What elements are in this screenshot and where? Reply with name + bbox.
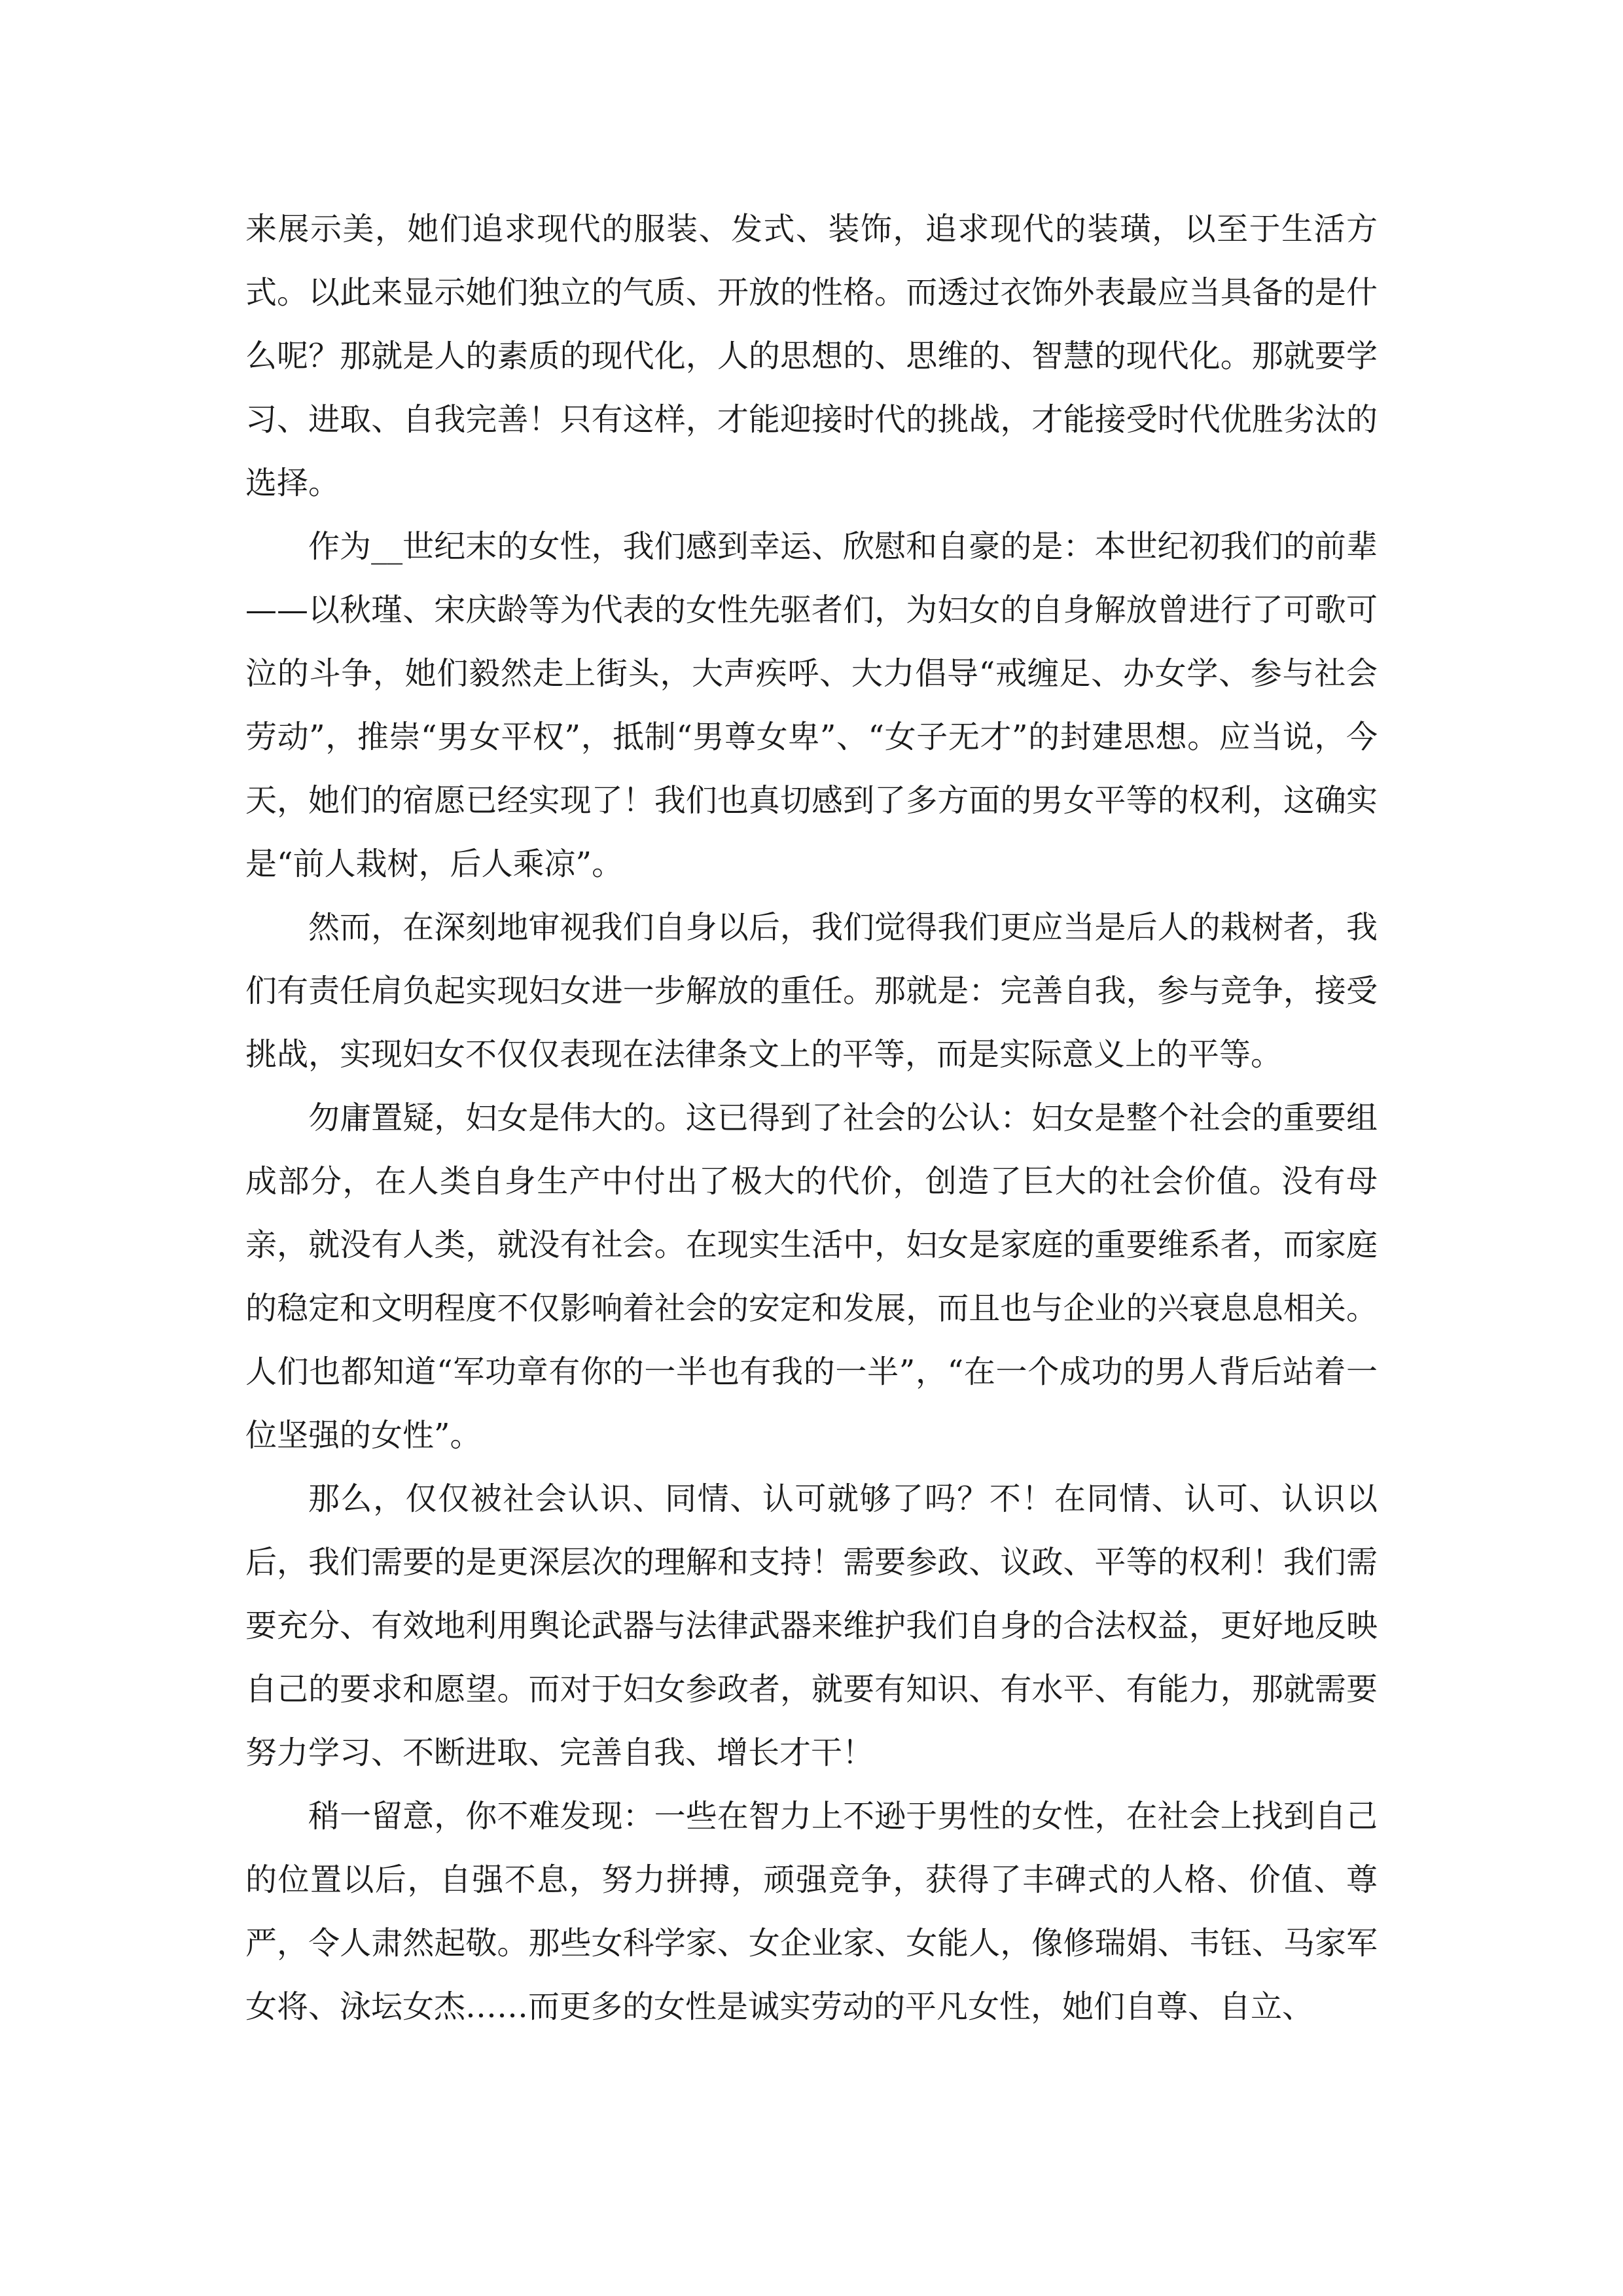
- paragraph-2: 作为__世纪末的女性，我们感到幸运、欣慰和自豪的是：本世纪初我们的前辈——以秋瑾、宋庆龄等为代表的女性先驱者们，为妇女的自身解放曾进行了可歌可泣的斗争，她们毅然走上街头，大声疾呼、大力倡导“戒缠足、办女学、参与社会劳动”，推崇“男女平权”，抵制“男尊女卑”、“女子无才”的封建思想。应当说，今天，她们的宿愿已经实现了！我们也真切感到了多方面的男女平等的权利，这确实是“前人栽树，后人乘凉”。: [245, 528, 1378, 882]
- paragraph-6: 稍一留意，你不难发现：一些在智力上不逊于男性的女性，在社会上找到自己的位置以后，自强不息，努力拼搏，顽强竞争，获得了丰碑式的人格、价值、尊严，令人肃然起敬。那些女科学家、女企业家、女能人，像修瑞娟、韦钰、马家军女将、泳坛女杰……而更多的女性是诚实劳动的平凡女性，她们自尊、自立、: [245, 1798, 1378, 2025]
- paragraph-4: 勿庸置疑，妇女是伟大的。这已得到了社会的公认：妇女是整个社会的重要组成部分，在人类自身生产中付出了极大的代价，创造了巨大的社会价值。没有母亲，就没有人类，就没有社会。在现实生活中，妇女是家庭的重要维系者，而家庭的稳定和文明程度不仅影响着社会的安定和发展，而且也与企业的兴衰息息相关。人们也都知道“军功章有你的一半也有我的一半”，“在一个成功的男人背后站着一位坚强的女性”。: [245, 1100, 1378, 1454]
- paragraph-1: 来展示美，她们追求现代的服装、发式、装饰，追求现代的装璜，以至于生活方式。以此来显示她们独立的气质、开放的性格。而透过衣饰外表最应当具备的是什么呢？那就是人的素质的现代化，人的思想的、思维的、智慧的现代化。那就要学习、进取、自我完善！只有这样，才能迎接时代的挑战，才能接受时代优胜劣汰的选择。: [245, 211, 1378, 501]
- paragraph-5: 那么，仅仅被社会认识、同情、认可就够了吗？不！在同情、认可、认识以后，我们需要的是更深层次的理解和支持！需要参政、议政、平等的权利！我们需要充分、有效地利用舆论武器与法律武器来维护我们自身的合法权益，更好地反映自己的要求和愿望。而对于妇女参政者，就要有知识、有水平、有能力，那就需要努力学习、不断进取、完善自我、增长才干！: [245, 1480, 1378, 1771]
- document-body: [245, 198, 1378, 2039]
- paragraph-3: 然而，在深刻地审视我们自身以后，我们觉得我们更应当是后人的栽树者，我们有责任肩负起实现妇女进一步解放的重任。那就是：完善自我，参与竞争，接受挑战，实现妇女不仅仅表现在法律条文上的平等，而是实际意义上的平等。: [245, 909, 1378, 1073]
